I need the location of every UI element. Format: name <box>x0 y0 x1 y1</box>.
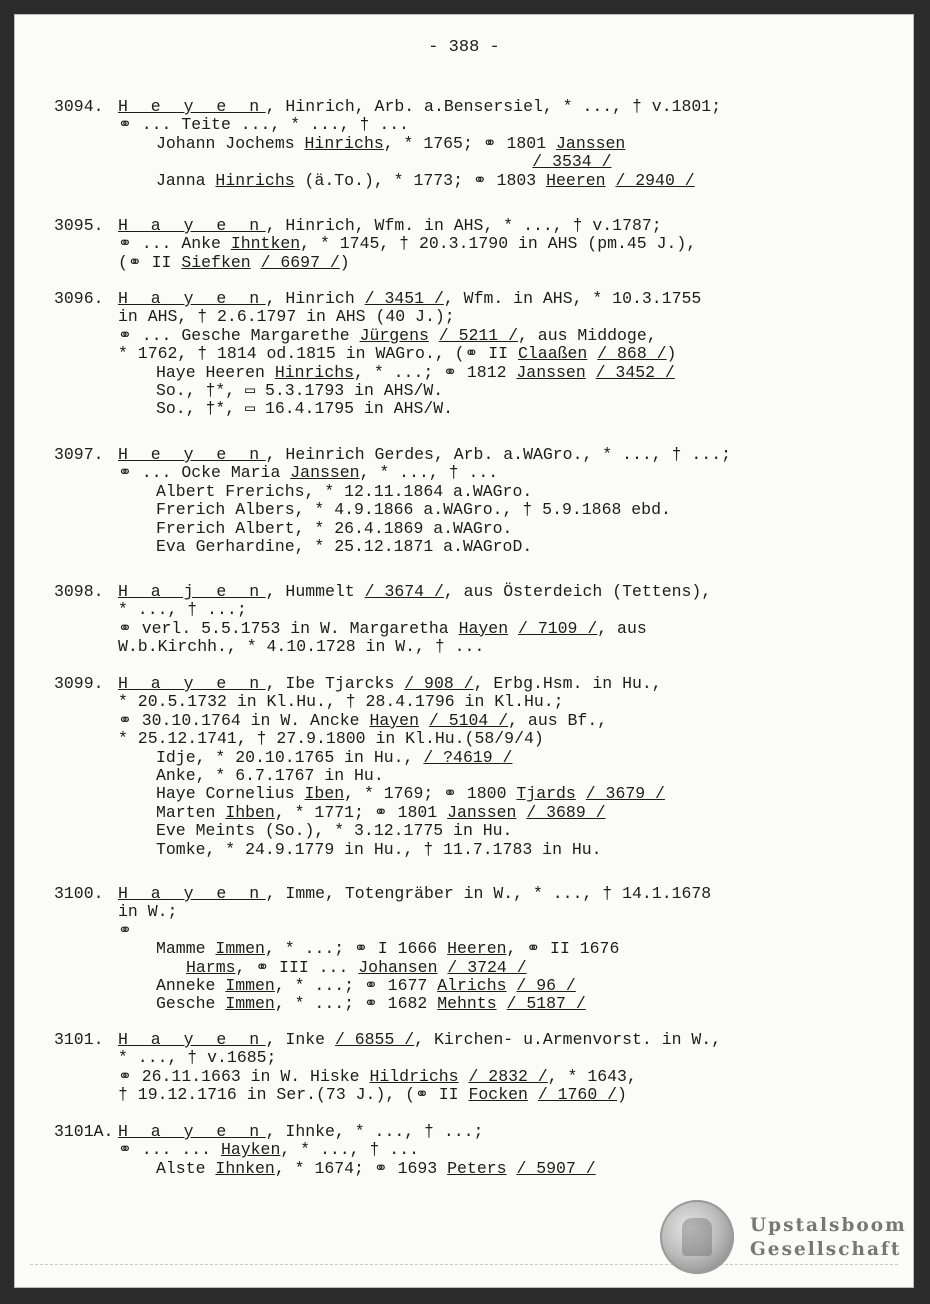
surname: Janssen <box>516 362 586 382</box>
entry-text: * 25.12.1741, † 27.9.1800 in Kl.Hu.(58/9/4) <box>118 729 544 749</box>
entry-text <box>576 784 586 803</box>
entry-number: 3094. <box>54 97 104 116</box>
entry-text: Tomke, * 24.9.1779 in Hu., † 11.7.1783 in Hu. <box>156 839 602 859</box>
entry-line <box>156 804 606 822</box>
entry-line <box>156 767 384 785</box>
entry-text: Gesche <box>156 994 226 1014</box>
surname: Immen <box>225 976 275 995</box>
entry-text: , Ihnke, * ..., † ...; <box>265 1122 484 1141</box>
entry-text: in W.; <box>118 902 178 922</box>
entry-text: ⚭ 26.11.1663 in W. Hiske <box>118 1066 370 1086</box>
entry-text: Eve Meints (So.), * 3.12.1775 in Hu. <box>156 821 513 841</box>
entry-line <box>156 995 586 1013</box>
entry-line <box>118 1086 627 1104</box>
entry-text: ⚭ verl. 5.5.1753 in W. Margaretha <box>118 618 459 638</box>
entry-line <box>118 98 721 116</box>
entry-text <box>586 363 596 382</box>
entry-text: Haye Heeren <box>156 362 275 382</box>
entry-line <box>156 153 611 171</box>
entry-text <box>508 619 518 638</box>
surname: Hinrichs <box>304 133 384 153</box>
document-page <box>14 14 914 1288</box>
entry-line <box>118 235 696 253</box>
family-name: H a y e n <box>118 884 266 903</box>
entry-line <box>118 903 177 921</box>
entry-text <box>419 711 429 730</box>
surname: Janssen <box>556 133 626 153</box>
cross-reference: / 2940 / <box>615 170 695 190</box>
entry-number: 3099. <box>54 674 104 693</box>
surname: Heeren <box>546 170 606 190</box>
surname: Jürgens <box>359 325 429 345</box>
entry-text <box>437 958 447 977</box>
entry-line <box>156 1160 596 1178</box>
entry-line <box>156 364 675 382</box>
entry-text: So., †*, ▭ 16.4.1795 in AHS/W. <box>156 399 454 419</box>
entry-number: 3096. <box>54 289 104 308</box>
entry-text: ) <box>339 252 350 272</box>
entry-number: 3101. <box>54 1030 104 1049</box>
surname: Hinrichs <box>215 170 295 190</box>
entry-text: So., †*, ▭ 5.3.1793 in AHS/W. <box>156 381 444 400</box>
surname: Hildrichs <box>369 1066 459 1086</box>
entry-line <box>156 520 512 538</box>
cross-reference: / 5211 / <box>438 325 518 345</box>
entry-text: , Kirchen- u.Armenvorst. in W., <box>414 1030 722 1049</box>
entry-line <box>156 749 512 767</box>
entry-text: Anke, * 6.7.1767 in Hu. <box>156 766 384 785</box>
cross-reference: / 3689 / <box>526 802 606 822</box>
entry-text: , Hummelt <box>265 582 365 601</box>
surname: Ihntken <box>230 234 301 254</box>
entry-line <box>118 1068 637 1086</box>
entry-text <box>429 326 439 345</box>
entry-line <box>118 217 662 235</box>
cross-reference: / 3534 / <box>532 152 612 172</box>
cross-reference: / 1760 / <box>537 1085 618 1105</box>
entry-text: Johann Jochems <box>156 133 305 153</box>
entry-text: ⚭ 30.10.1764 in W. Ancke <box>118 710 370 730</box>
entry-line <box>118 675 662 693</box>
cross-reference: / 5104 / <box>428 710 509 730</box>
entry-text: , * ...; ⚭ 1682 <box>274 994 438 1014</box>
surname: Mehnts <box>437 994 497 1014</box>
surname: Alrichs <box>437 976 507 995</box>
entry-text <box>507 976 517 995</box>
cross-reference: / 3724 / <box>447 957 527 977</box>
surname: Harms <box>186 957 236 977</box>
entry-text: Mamme <box>156 939 216 959</box>
cross-reference: / 96 / <box>516 976 576 995</box>
footer-divider <box>30 1264 898 1265</box>
entry-line <box>156 940 619 958</box>
entry-text: , ⚭ III ... <box>235 957 359 977</box>
entry-text: , Erbg.Hsm. in Hu., <box>473 674 662 693</box>
surname: Focken <box>468 1085 528 1105</box>
entry-line <box>118 290 701 308</box>
entry-text: (ä.To.), * 1773; ⚭ 1803 <box>294 170 547 190</box>
entry-text: , * ...; ⚭ 1677 <box>274 976 438 995</box>
entry-text: Eva Gerhardine, * 25.12.1871 a.WAGroD. <box>156 537 533 556</box>
entry-text: (⚭ II <box>118 252 182 272</box>
entry-line <box>156 538 532 556</box>
entry-number: 3097. <box>54 445 104 464</box>
entry-text: W.b.Kirchh., * 4.10.1728 in W., † ... <box>118 637 485 657</box>
entry-line <box>156 135 625 153</box>
entry-text: ⚭ ... Anke <box>118 234 231 254</box>
society-seal-icon <box>660 1200 734 1274</box>
entry-text <box>587 344 597 363</box>
entry-text: , * 1745, † 20.3.1790 in AHS (pm.45 J.), <box>300 234 697 254</box>
family-name: H a y e n <box>118 1122 266 1141</box>
entry-line <box>118 254 350 272</box>
entry-text: † 19.12.1716 in Ser.(73 J.), (⚭ II <box>118 1085 469 1105</box>
surname: Janssen <box>290 463 360 483</box>
entry-text: Haye Cornelius <box>156 784 305 804</box>
entry-text: , * 1771; ⚭ 1801 <box>274 802 448 822</box>
entry-line <box>186 959 527 977</box>
entry-line <box>156 977 576 995</box>
entry-text: , Inke <box>265 1030 335 1049</box>
entry-line <box>118 1031 721 1049</box>
entry-text: , Hinrich, Arb. a.Bensersiel, * ..., † v.1801; <box>265 97 722 116</box>
entry-text: ) <box>666 344 677 364</box>
entry-text <box>606 171 616 190</box>
entry-line <box>156 841 602 859</box>
entry-number: 3098. <box>54 582 104 601</box>
entry-text: , * ..., † ... <box>359 463 499 483</box>
entry-text: , Hinrich, Wfm. in AHS, * ..., † v.1787; <box>265 216 662 235</box>
entry-text: , Ibe Tjarcks <box>265 674 405 693</box>
entry-text: , * 1765; ⚭ 1801 <box>383 133 557 153</box>
entry-text: ⚭ ... Ocke Maria <box>118 463 291 483</box>
entry-line <box>156 172 695 190</box>
entry-text: , aus Österdeich (Tettens), <box>443 582 712 601</box>
entry-line <box>118 712 607 730</box>
entry-text: * ..., † ...; <box>118 600 247 620</box>
surname: Tjards <box>516 784 576 804</box>
entry-line <box>118 601 247 619</box>
entry-text: , Wfm. in AHS, * 10.3.1755 <box>443 289 702 308</box>
entry-line <box>118 464 498 482</box>
entry-line <box>156 382 443 400</box>
cross-reference: / ?4619 / <box>423 747 513 767</box>
entry-line <box>118 1123 483 1141</box>
entry-line <box>156 501 671 519</box>
family-name: H a y e n <box>118 1030 266 1049</box>
entry-text: , * 1674; ⚭ 1693 <box>274 1158 448 1178</box>
cross-reference: / 3451 / <box>364 289 444 308</box>
society-logo-text <box>750 1214 907 1262</box>
cross-reference: / 3679 / <box>585 784 665 804</box>
cross-reference: / 868 / <box>597 344 667 364</box>
entry-text: , Hinrich <box>265 289 365 308</box>
cross-reference: / 908 / <box>404 674 474 693</box>
entry-text: ⚭ ... ... <box>118 1140 221 1160</box>
entry-line <box>118 922 132 940</box>
entry-text <box>507 1159 517 1178</box>
entry-text: , * ..., † ... <box>280 1140 419 1160</box>
entry-text: , aus Bf., <box>508 710 608 730</box>
family-name: H a y e n <box>118 216 266 235</box>
entry-text: , * ...; ⚭ 1812 <box>354 362 517 382</box>
entry-text: , * ...; ⚭ I 1666 <box>264 939 448 959</box>
entry-line <box>156 400 453 418</box>
surname: Janssen <box>447 802 517 822</box>
entry-text: * ..., † v.1685; <box>118 1048 277 1068</box>
cross-reference: / 6855 / <box>334 1030 415 1049</box>
entry-text <box>497 994 507 1013</box>
entry-text: * 1762, † 1814 od.1815 in WAGro., (⚭ II <box>118 344 518 364</box>
entry-line <box>118 345 676 363</box>
cross-reference: / 3452 / <box>595 362 675 382</box>
entry-number: 3095. <box>54 216 104 235</box>
entry-text <box>459 1067 469 1086</box>
surname: Immen <box>215 939 265 959</box>
entry-text: , Imme, Totengräber in W., * ..., † 14.1.1678 <box>265 884 712 903</box>
logo-line-2: Gesellschaft <box>750 1239 902 1260</box>
family-name: H e y e n <box>118 445 266 464</box>
entry-line <box>118 116 409 134</box>
entry-text: , ⚭ II 1676 <box>506 939 620 959</box>
entry-line <box>118 638 484 656</box>
logo-line-1: Upstalsboom <box>750 1215 907 1236</box>
family-name: H a y e n <box>118 289 266 308</box>
surname: Siefken <box>181 252 251 272</box>
entry-text <box>516 803 526 822</box>
entry-line <box>118 308 455 326</box>
entry-line <box>118 446 731 464</box>
entry-line <box>156 483 532 501</box>
cross-reference: / 7109 / <box>518 618 598 638</box>
cross-reference: / 5187 / <box>506 994 586 1014</box>
entry-text: Idje, * 20.10.1765 in Hu., <box>156 747 424 767</box>
entry-text: , Heinrich Gerdes, Arb. a.WAGro., * ..., † ...; <box>265 445 732 464</box>
entry-text <box>251 253 261 272</box>
entry-text: ⚭ ... Teite ..., * ..., † ... <box>118 115 410 135</box>
cross-reference: / 5907 / <box>516 1158 596 1178</box>
entry-text: Anneke <box>156 976 226 995</box>
entry-line <box>118 693 564 711</box>
surname: Ihben <box>225 802 275 822</box>
entry-line <box>156 785 665 803</box>
entry-text: Marten <box>156 802 226 822</box>
surname: Johansen <box>358 957 438 977</box>
entry-number: 3101A. <box>54 1122 114 1141</box>
surname: Ihnken <box>215 1158 275 1178</box>
family-name: H a j e n <box>118 582 266 601</box>
entry-text: Frerich Albers, * 4.9.1866 a.WAGro., † 5.9.1868 ebd. <box>156 500 671 520</box>
surname: Claaßen <box>518 344 588 364</box>
surname: Hayen <box>458 618 509 638</box>
entry-line <box>118 730 544 748</box>
entry-text: , * 1769; ⚭ 1800 <box>344 784 517 804</box>
surname: Peters <box>447 1158 507 1178</box>
entry-text: ) <box>617 1085 627 1105</box>
surname: Hayen <box>369 710 419 730</box>
entry-line <box>156 822 512 840</box>
entry-text: , * 1643, <box>547 1066 637 1086</box>
entry-line <box>118 1141 419 1159</box>
page-number: - 388 - <box>428 38 500 57</box>
entry-line <box>118 1049 276 1067</box>
entry-text: Albert Frerichs, * 12.11.1864 a.WAGro. <box>156 481 533 501</box>
entry-text: ⚭ <box>118 920 132 940</box>
entry-number: 3100. <box>54 884 104 903</box>
entry-text: Janna <box>156 170 216 190</box>
cross-reference: / 3674 / <box>364 582 444 601</box>
entry-text: * 20.5.1732 in Kl.Hu., † 28.4.1796 in Kl.Hu.; <box>118 692 564 712</box>
family-name: H a y e n <box>118 674 266 693</box>
entry-line <box>118 620 647 638</box>
family-name: H e y e n <box>118 97 266 116</box>
entry-text <box>528 1085 538 1104</box>
entry-text: , aus Middoge, <box>518 325 657 345</box>
entry-text: , aus <box>597 618 647 638</box>
surname: Immen <box>225 994 275 1014</box>
entry-line <box>118 583 711 601</box>
entry-text: Frerich Albert, * 26.4.1869 a.WAGro. <box>156 518 513 538</box>
surname: Hayken <box>220 1140 281 1160</box>
cross-reference: / 6697 / <box>260 252 340 272</box>
entry-text <box>156 152 532 171</box>
entry-line <box>118 885 711 903</box>
entry-line <box>118 327 657 345</box>
entry-text: ⚭ ... Gesche Margarethe <box>118 325 360 345</box>
surname: Hinrichs <box>274 362 355 382</box>
surname: Heeren <box>447 939 507 959</box>
entry-text: Alste <box>156 1158 216 1178</box>
cross-reference: / 2832 / <box>468 1066 548 1086</box>
surname: Iben <box>304 784 345 804</box>
entry-text: in AHS, † 2.6.1797 in AHS (40 J.); <box>118 307 455 327</box>
